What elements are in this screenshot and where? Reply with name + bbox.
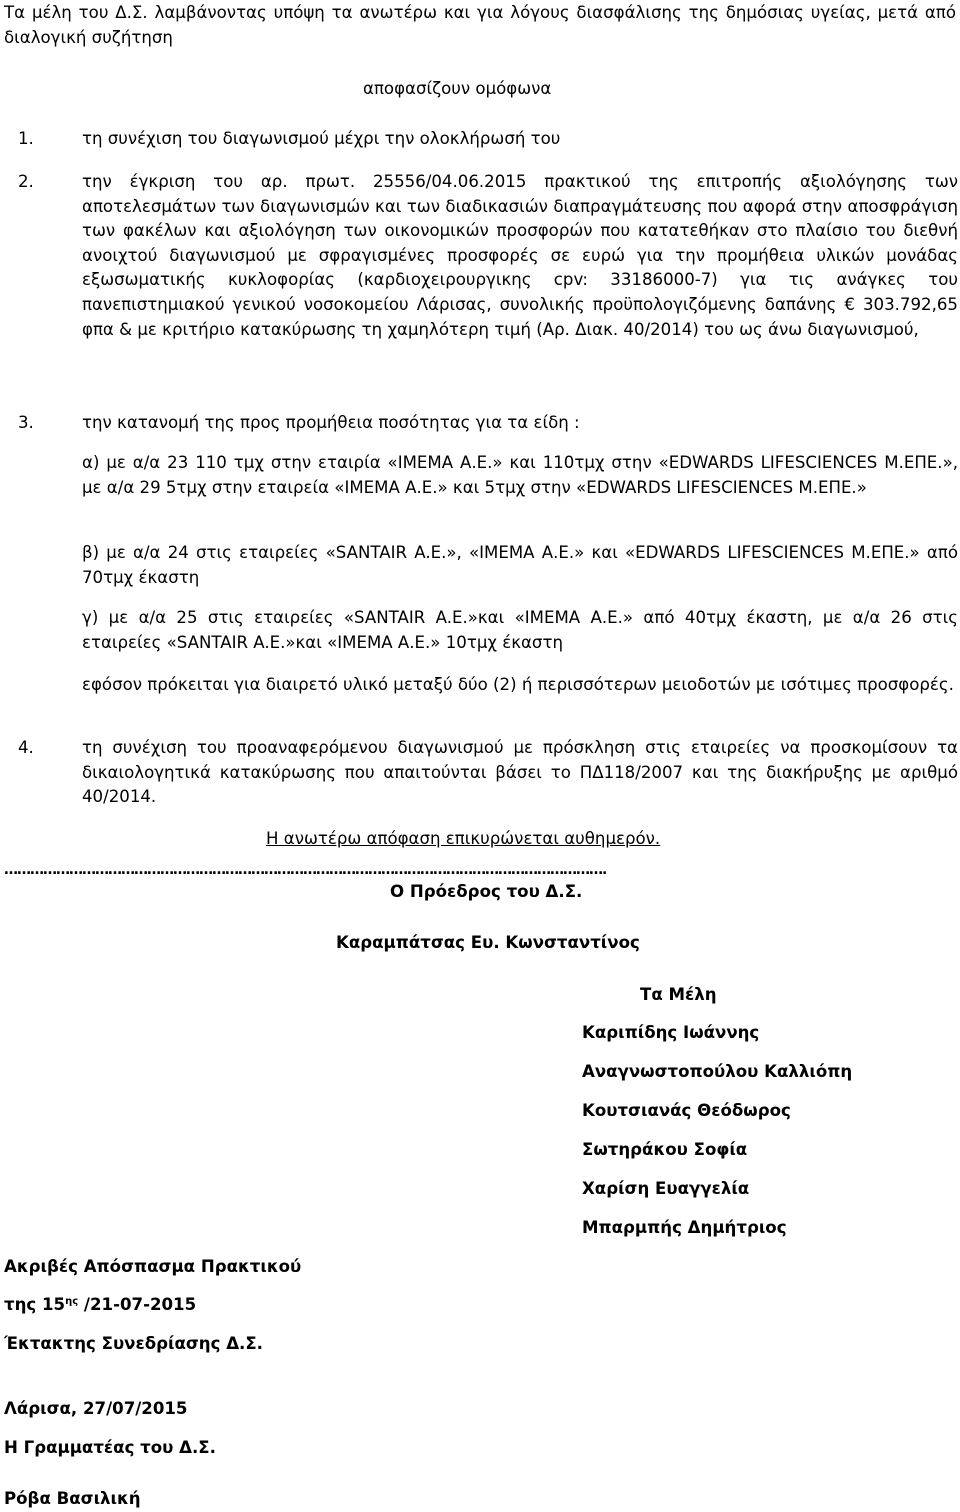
list-item-text: την έγκριση του αρ. πρωτ. 25556/04.06.2015 πρακτικού της επιτροπής αξιολόγησης των αποτελεσμάτων των διαγωνισμών και των διαδικασιών διαπραγμάτευσης που αφορά στην αποσφράγιση των φακέλων και αξιολόγηση των οικονομικών προσφορών που κατατεθήκαν στο πλαίσιο του διεθνή ανοιχτού διαγωνισμού με σφραγισμένες προσφορές σε ευρώ για την προμήθεια υλικών μονάδας εξωσωματικής κυκλοφορίας (καρδιοχειρουργικης cpv: 33186000-7) για τις ανάγκες του πανεπιστημιακού γενικού νοσοκομείου Λάρισας, συνολικής προϋπολογιζόμενης δαπάνης € 303.792,65 φπα & με κριτήριο κατακύρωσης τη χαμηλότερη τιμή (Αρ. Διακ. 40/2014) του ως άνω διαγωνισμού,: [82, 172, 958, 339]
list-item-number: 4.: [18, 738, 34, 757]
subitem-c: γ) με α/α 25 στις εταιρείες «SANTAIR A.E.»και «ΙΜΕΜΑ Α.Ε.» από 40τμχ έκαστη, με α/α 26 στις εταιρείες «SANTAIR A.E.»και «ΙΜΕΜΑ Α.Ε.» 10τμχ έκαστη: [82, 608, 958, 652]
members-title: Τα Μέλη: [640, 985, 717, 1004]
list-item-text: τη συνέχιση του προαναφερόμενου διαγωνισμού με πρόσκληση στις εταιρείες να προσκομίσουν τα δικαιολογητικά κατακύρωσης που απαιτούνται βάσει το ΠΔ118/2007 και της διακήρυξης με αριθμό 40/2014.: [82, 738, 958, 807]
meeting-number: της $15^{\eta\varsigma}$ /21-07-2015: [4, 1295, 197, 1314]
place-date: Λάρισα, 27/07/2015: [4, 1399, 188, 1418]
dotted-separator: ………………………………………………………………………………………………………………………….: [4, 862, 607, 878]
list-item-text: τη συνέχιση του διαγωνισμού μέχρι την ολοκλήρωσή του: [82, 129, 561, 148]
subitem-b: β) με α/α 24 στις εταιρείες «SANTAIR A.E.», «ΙΜΕΜΑ Α.Ε.» και «EDWARDS LIFESCIENCES Μ.ΕΠΕ.» από 70τμχ έκαστη: [82, 543, 958, 587]
member-name: Καριπίδης Ιωάννης: [582, 1023, 760, 1042]
subitem-note: εφόσον πρόκειται για διαιρετό υλικό μεταξύ δύο (2) ή περισσότερων μειοδοτών με ισότιμες προσφορές.: [82, 675, 954, 694]
secretary-name: Ρόβα Βασιλική: [4, 1489, 141, 1508]
member-name: Σωτηράκου Σοφία: [582, 1140, 748, 1159]
decision-heading: αποφασίζουν ομόφωνα: [363, 79, 552, 98]
meeting-type: Έκτακτης Συνεδρίασης Δ.Σ.: [4, 1334, 263, 1353]
list-item-number: 1.: [18, 129, 34, 148]
member-name: Μπαρμπής Δημήτριος: [582, 1218, 787, 1237]
list-item-4: [18, 736, 958, 810]
list-item-number: 3.: [18, 413, 34, 432]
list-item-1: [18, 127, 958, 152]
member-name: Χαρίση Ευαγγελία: [582, 1179, 750, 1198]
intro-paragraph: Τα μέλη του Δ.Σ. λαμβάνοντας υπόψη τα ανωτέρω και για λόγους διασφάλισης της δημόσιας υγείας, μετά από διαλογική συζήτηση: [4, 3, 956, 47]
list-item-number: 2.: [18, 172, 34, 191]
member-name: Αναγνωστοπούλου Καλλιόπη: [582, 1062, 853, 1081]
president-name: Καραμπάτσας Ευ. Κωνσταντίνος: [336, 933, 640, 952]
extract-label: Ακριβές Απόσπασμα Πρακτικού: [4, 1257, 302, 1276]
list-item-3: [18, 411, 958, 436]
subitem-a: α) με α/α 23 110 τμχ στην εταιρία «ΙΜΕΜΑ Α.Ε.» και 110τμχ στην «EDWARDS LIFESCIENCES Μ.ΕΠΕ.», με α/α 29 5τμχ στην εταιρεία «ΙΜΕΜΑ Α.Ε.» και 5τμχ στην «EDWARDS LIFESCIENCES Μ.ΕΠΕ.»: [82, 453, 958, 497]
list-item-text: την κατανομή της προς προμήθεια ποσότητας για τα είδη :: [82, 413, 580, 432]
secretary-title: Η Γραμματέας του Δ.Σ.: [4, 1438, 216, 1457]
member-name: Κουτσιανάς Θεόδωρος: [582, 1101, 791, 1120]
confirmation-statement: Η ανωτέρω απόφαση επικυρώνεται αυθημερόν.: [266, 829, 661, 848]
president-title: Ο Πρόεδρος του Δ.Σ.: [390, 882, 583, 901]
list-item-2: [18, 170, 958, 342]
